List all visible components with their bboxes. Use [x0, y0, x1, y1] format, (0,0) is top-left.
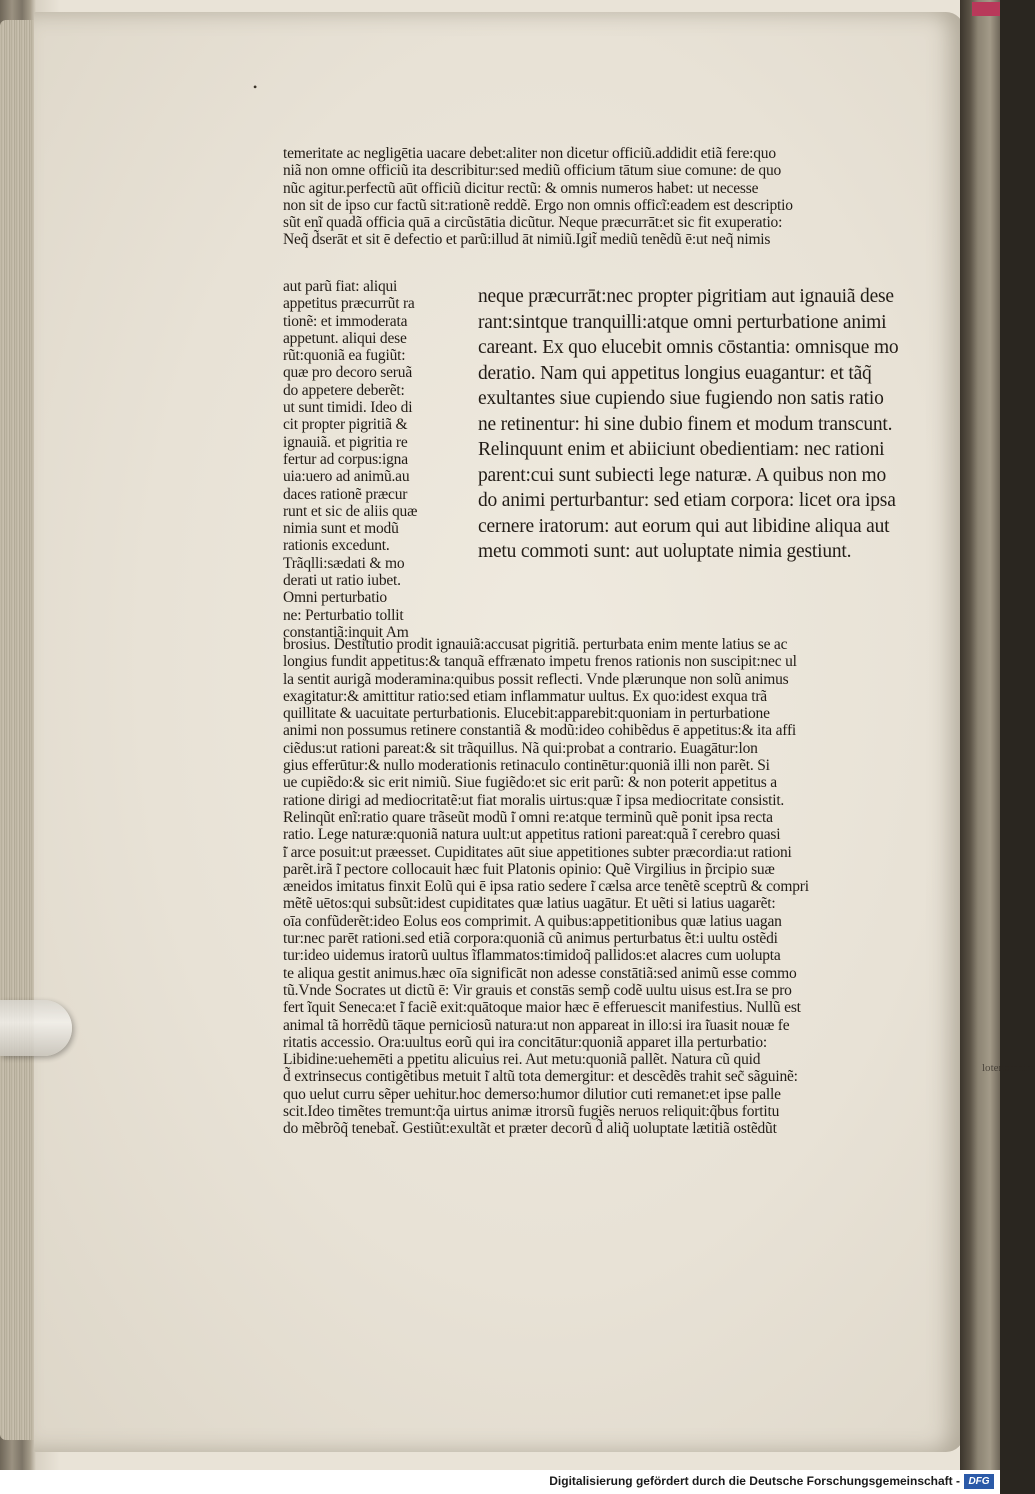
text-line: nimia sunt et modũ [283, 520, 399, 538]
text-line: Trãqlli:sædati & mo [283, 554, 405, 572]
main-text-block [478, 284, 898, 565]
text-line: scit.Ideo timẽtes tremunt:q̃a uirtus animæ itrorsũ fugiẽs neruos reliquit:q̃bus fortitu [283, 1103, 780, 1121]
text-line: tũ.Vnde Socrates ut dictũ ē: Vir grauis et constās semp̃ codẽ uultu uisus est.Ira se pro [283, 981, 792, 999]
text-line: oīa confũderẽt:ideo Eolus eos comprimit. A quibus:appetitionibus quæ latius uagan [283, 912, 782, 930]
text-line: la sentit aurigã moderamina:quibus possit reflecti. Vnde plærunque non solũ animus [283, 670, 789, 688]
text-line: ue cupiẽdo:& sic erit nimiũ. Siue fugiẽdo:et sic erit parũ: & non poterit appetitus a [283, 774, 777, 792]
page-clip [0, 1000, 72, 1056]
text-line: mẽtẽ uētos:qui subsũt:idest cupiditates quæ latius uagātur. Et uẽti si latius uagarẽt: [283, 895, 776, 913]
text-line: ignauiã. et pigritia re [283, 433, 408, 451]
text-line: metu commoti sunt: aut uoluptate nimia gestiunt. [478, 541, 852, 562]
commentary-top-block [283, 145, 793, 249]
text-line: Relinqũt enĩ:ratio quare trãseũt modũ ̃i omni re:atque terminũ quẽ ponit ipsa recta [283, 808, 773, 826]
text-line: neque præcurrāt:nec propter pigritiam aut ignauiã dese [478, 286, 894, 307]
text-line: brosius. Destitutio prodit ignauiã:accusat pigritiã. perturbata enim mente latius se ac [283, 636, 788, 653]
dfg-logo-icon: DFG [964, 1474, 994, 1489]
text-line: animi non possumus retinere constantiã & modũ:ideo cohibẽdus ē appetitus:& ita affi [283, 722, 797, 740]
text-line: parẽt.irã ̃i pectore collocauit hæc fuit Platonis opinio: Quẽ Virgilius in p̃rcipio suæ [283, 860, 775, 878]
gutter-fragment: ra [1009, 1062, 1019, 1074]
text-line: fert ĩquit Seneca:et ̃i faciẽ exit:quātoque maior hæc ē efferuescit manifestius. Nullũ est [283, 999, 801, 1017]
corner-mark [972, 2, 1000, 16]
text-line: tionẽ: et immoderata [283, 312, 408, 330]
text-line: constantiã:inquit Am [283, 623, 409, 641]
text-line: quæ pro decoro seruã [283, 364, 412, 382]
text-line: æneidos imitatus finxit Eolũ qui ē ipsa ratio sedere ̃i cælsa arce tenẽtẽ sceptrũ & compri [283, 878, 809, 896]
text-line: appetunt. aliqui dese [283, 329, 407, 347]
text-line: fertur ad corpus:igna [283, 450, 408, 468]
footer-bar [0, 1470, 1000, 1494]
text-line: do animi perturbantur: sed etiam corpora: licet ora ipsa [478, 490, 896, 511]
gutter-fragment: no [998, 1062, 1010, 1074]
text-line: parent:cui sunt subiecti lege naturæ. A quibus non mo [478, 464, 887, 486]
text-line: exultantes siue cupiendo siue fugiendo non satis ratio [478, 388, 884, 409]
text-line: aut parũ fiat: aliqui [283, 278, 398, 295]
text-line: uia:uero ad animũ.au [283, 468, 410, 486]
funding-credit: Digitalisierung gefördert durch die Deutsche Forschungsgemeinschaft - [549, 1474, 960, 1488]
text-line: te aliqua gestit animus.hæc oīa significāt non adesse constātiã:sed animũ esse commo [283, 964, 797, 982]
text-line: Neq̃ d̃serāt et sit ē defectio et parũ:illud āt nimiũ.Igit̃ mediũ tenẽdũ ē:ut neq̃ nimis [283, 231, 771, 249]
text-line: Libidine:uehemēti a ppetitu alicuius rei. Aut metu:quoniã pallẽt. Natura cũ quid [283, 1051, 761, 1069]
text-line: niã non omne officiũ ita describitur:sed mediũ officium tātum siue comune: de quo [283, 162, 782, 180]
text-line: animal tã horrẽdũ tāque perniciosũ natura:ut non appareat in illo:si ira ̃iuasit nouæ fe [283, 1016, 790, 1034]
facing-page-text [982, 1060, 1035, 1150]
text-line: Relinquunt enim et abiiciunt obedientiam: nec rationi [478, 439, 885, 460]
text-line: cernere iratorum: aut eorum qui aut libidine aliqua aut [478, 515, 890, 537]
text-line: ratione dirigi ad mediocritatẽ:ut fiat moralis uirtus:quæ ̃i ipsa mediocritate consistit. [283, 791, 785, 809]
text-line: quo uelut curru sẽper uehitur.hoc demerso:humor dilutior cuti remanet:et ipse palle [283, 1085, 781, 1103]
text-line: do mẽbrõq̃ tenebat̃. Gestiũt:exultãt et præter decorũ d̃ aliq̃ uoluptate lætitiã ostẽdũt [283, 1120, 777, 1138]
text-line: longius fundit appetitus:& tanquã effrænato impetu frenos rationis non suscipit:nec ul [283, 653, 797, 671]
page-edges [0, 20, 36, 1440]
text-line: tur:ideo uidemus iratorũ uultus ĩflammatos:timidoq̃ pallidos:et alacres cum uolupta [283, 947, 781, 965]
text-line: ritatis accessio. Ora:uultus eorũ qui ira concitātur:quoniã apparet illa perturbatio: [283, 1033, 767, 1051]
text-line: derati ut ratio iubet. [283, 572, 401, 590]
text-line: rationis excedunt. [283, 537, 390, 555]
gutter-fragment: te [990, 1062, 999, 1074]
text-line: appetitus præcurrũt ra [283, 295, 415, 313]
folio-mark: • [253, 80, 258, 94]
text-line: careant. Ex quo elucebit omnis cōstantia: omnisque mo [478, 337, 899, 358]
text-line: cit propter pigritiã & [283, 416, 408, 434]
text-line: ̃i arce posuit:ut præesset. Cupiditates aūt siue appetitiones subter præcordia:ut rationi [283, 843, 792, 861]
text-line: tur:nec parēt rationi.sed etiã corpora:quoniã cũ animus perturbatus ẽt:i uultu ostẽdi [283, 930, 778, 948]
text-line: gius efferūtur:& nullo moderationis retinaculo continētur:quoniã illi non parẽt. Si [283, 757, 770, 775]
text-line: daces rationẽ præcur [283, 485, 408, 503]
text-line: non sit de ipso cur factũ sit:rationẽ reddẽ. Ergo non omnis officĩ:eadem est descriptio [283, 196, 793, 214]
text-line: rant:sintque tranquilli:atque omni perturbatione animi [478, 311, 887, 333]
text-line: ciẽdus:ut rationi pareat:& sit trãquillus. Nã qui:probat a contrario. Euagātur:lon [283, 739, 758, 757]
gutter-fragment: a [1018, 1062, 1023, 1074]
facing-page-gutter [960, 0, 1000, 1470]
text-line: nũc agitur.perfectũ aūt officiũ dicitur rectũ: & omnis numeros habet: ut necesse [283, 179, 759, 197]
text-line: ratio. Lege naturæ:quoniã natura uult:ut appetitus rationi pareat:quã ̃i cerebro quasi [283, 826, 781, 844]
commentary-left-column [283, 278, 417, 641]
text-line: quillitate & uacuitate perturbationis. Elucebit:apparebit:quoniam in perturbatione [283, 705, 770, 723]
text-line: d̃ extrinsecus contigẽtibus metuit ̃i altũ tota demergitur: et descẽdẽs trahit sec̃ sãguinẽ: [283, 1068, 798, 1086]
text-line: deratio. Nam qui appetitus longius euagantur: et tãq̃ [478, 362, 872, 384]
text-line: rũt:quoniã ea fugiũt: [283, 347, 406, 365]
text-line: Omni perturbatio [283, 589, 387, 607]
text-line: exagitatur:& amittitur ratio:sed etiam inflammatur uultus. Ex quo:idest exqua trã [283, 687, 767, 705]
text-line: ut sunt timidi. Ideo di [283, 399, 413, 417]
text-line: runt et sic de aliis quæ [283, 502, 418, 520]
text-line: sũt enĩ quadã officia quā a circũstātia dicũtur. Neque præcurrāt:et sic fit exuperatio: [283, 214, 783, 232]
text-line: do appetere deberẽt: [283, 381, 405, 399]
text-line: ne: Perturbatio tollit [283, 606, 404, 624]
text-line: temeritate ac negligētia uacare debet:aliter non dicetur officiũ.addidit etiã fere:quo [283, 145, 776, 162]
text-line: ne retinentur: hi sine dubio finem et modum transcunt. [478, 413, 893, 435]
gutter-fragment: ira [1022, 1062, 1035, 1074]
gutter-fragment: lo [982, 1062, 991, 1074]
commentary-bottom-block [283, 636, 809, 1138]
